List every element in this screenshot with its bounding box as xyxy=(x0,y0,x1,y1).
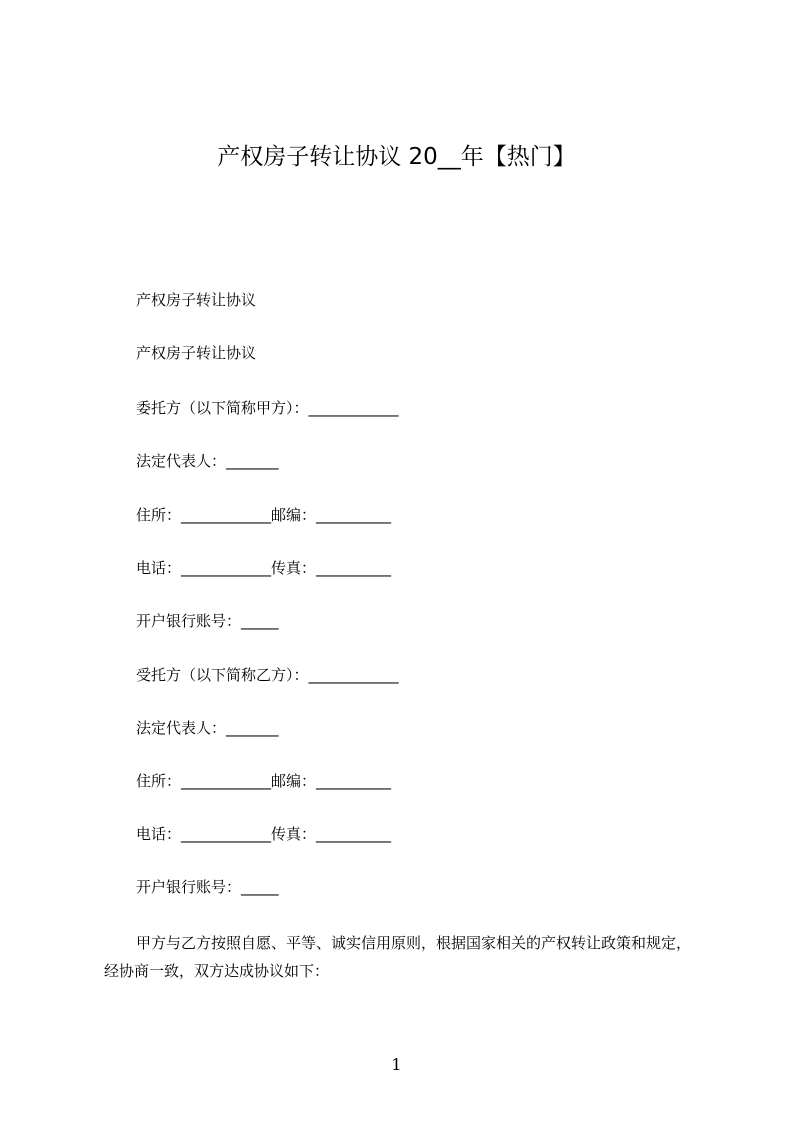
document-title: 产权房子转让协议 20__年【热门】 xyxy=(217,144,576,170)
party-a-bank-account: 开户银行账号：_____ xyxy=(136,612,279,630)
page-number: 1 xyxy=(391,1055,402,1074)
party-a-address-postcode: 住所：____________邮编：__________ xyxy=(136,506,392,524)
party-b-legal-rep: 法定代表人：_______ xyxy=(136,719,279,737)
doc-line-heading: 产权房子转让协议 xyxy=(136,291,257,309)
party-b-phone-fax: 电话：____________传真：__________ xyxy=(136,825,392,843)
doc-line-heading-repeat: 产权房子转让协议 xyxy=(136,344,257,362)
party-a-line: 委托方（以下简称甲方）：____________ xyxy=(136,399,399,417)
party-b-address-postcode: 住所：____________邮编：__________ xyxy=(136,772,392,790)
party-b-bank-account: 开户银行账号：_____ xyxy=(136,878,279,896)
party-a-phone-fax: 电话：____________传真：__________ xyxy=(136,559,392,577)
party-b-line: 受托方（以下简称乙方）：____________ xyxy=(136,666,399,684)
agreement-intro-paragraph: 甲方与乙方按照自愿、平等、诚实信用原则，根据国家相关的产权转让政策和规定，经协商一致，双方达成协议如下： xyxy=(104,934,692,980)
party-a-legal-rep: 法定代表人：_______ xyxy=(136,452,279,470)
